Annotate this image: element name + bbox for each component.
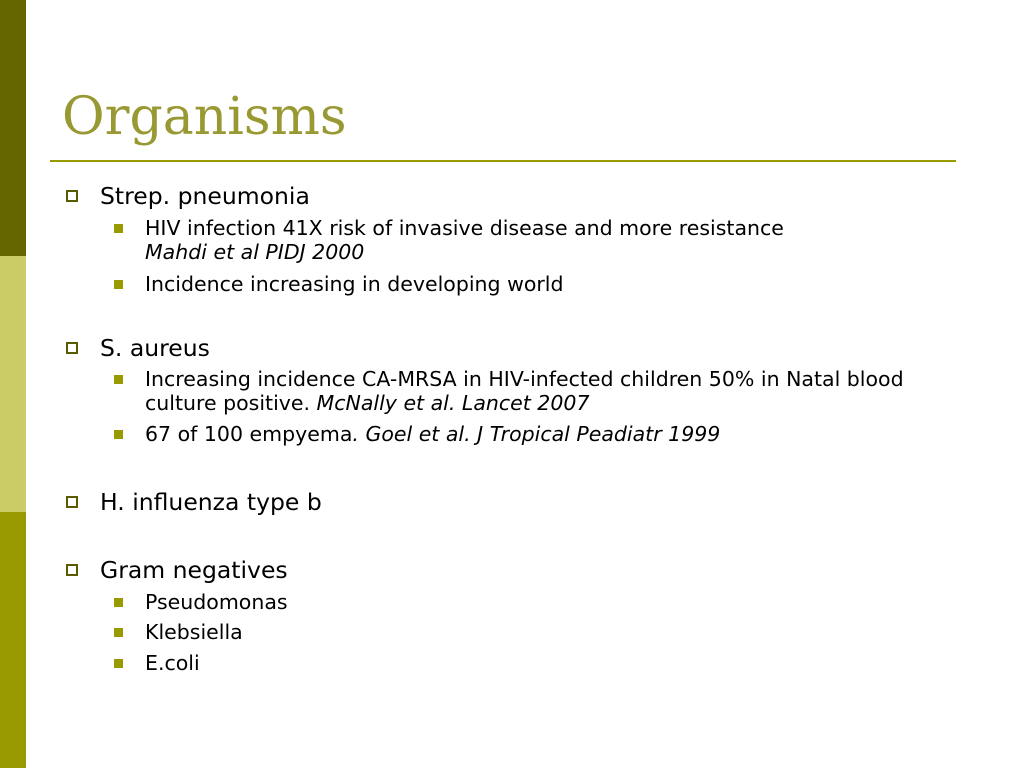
sidebar-band-dark	[0, 0, 26, 256]
sub-bullet-text: Increasing incidence CA-MRSA in HIV-infected children 50% in Natal blood culture positive.	[145, 367, 904, 415]
bullet-label: Strep. pneumonia	[100, 182, 310, 210]
bullet-h-influenza	[100, 488, 322, 516]
sub-bullet-text: Incidence increasing in developing world	[145, 272, 564, 296]
sub-bullet-pseudomonas	[145, 590, 965, 614]
sub-bullet-incidence-developing	[145, 272, 965, 296]
hollow-square-bullet-icon	[66, 342, 78, 354]
bullet-strep-pneumonia	[100, 182, 310, 210]
hollow-square-bullet-icon	[66, 496, 78, 508]
sub-bullet-text: Klebsiella	[145, 620, 243, 644]
sub-bullet-text: Pseudomonas	[145, 590, 288, 614]
square-bullet-icon	[114, 659, 123, 668]
sidebar-band-light	[0, 256, 26, 512]
sub-bullet-text: 67 of 100 empyema	[145, 422, 353, 446]
square-bullet-icon	[114, 598, 123, 607]
bullet-label: S. aureus	[100, 334, 210, 362]
square-bullet-icon	[114, 430, 123, 439]
sub-bullet-empyema	[145, 422, 965, 446]
citation: McNally et al. Lancet 2007	[316, 391, 590, 415]
slide-title: Organisms	[62, 87, 347, 147]
bullet-label: H. influenza type b	[100, 488, 322, 516]
hollow-square-bullet-icon	[66, 190, 78, 202]
bullet-label: Gram negatives	[100, 556, 288, 584]
bullet-s-aureus	[100, 334, 210, 362]
sidebar-band-olive	[0, 512, 26, 768]
square-bullet-icon	[114, 280, 123, 289]
sub-bullet-text: E.coli	[145, 651, 200, 675]
sub-bullet-text: HIV infection 41X risk of invasive disease and more resistance	[145, 216, 784, 240]
citation: . Goel et al. J Tropical Peadiatr 1999	[352, 422, 721, 446]
citation: Mahdi et al PIDJ 2000	[145, 240, 365, 264]
sub-bullet-klebsiella	[145, 620, 965, 644]
square-bullet-icon	[114, 375, 123, 384]
bullet-gram-negatives	[100, 556, 288, 584]
hollow-square-bullet-icon	[66, 564, 78, 576]
sub-bullet-hiv-risk	[145, 216, 965, 264]
sub-bullet-ca-mrsa	[145, 367, 965, 415]
square-bullet-icon	[114, 628, 123, 637]
title-underline	[50, 160, 956, 162]
square-bullet-icon	[114, 224, 123, 233]
sub-bullet-ecoli	[145, 651, 965, 675]
